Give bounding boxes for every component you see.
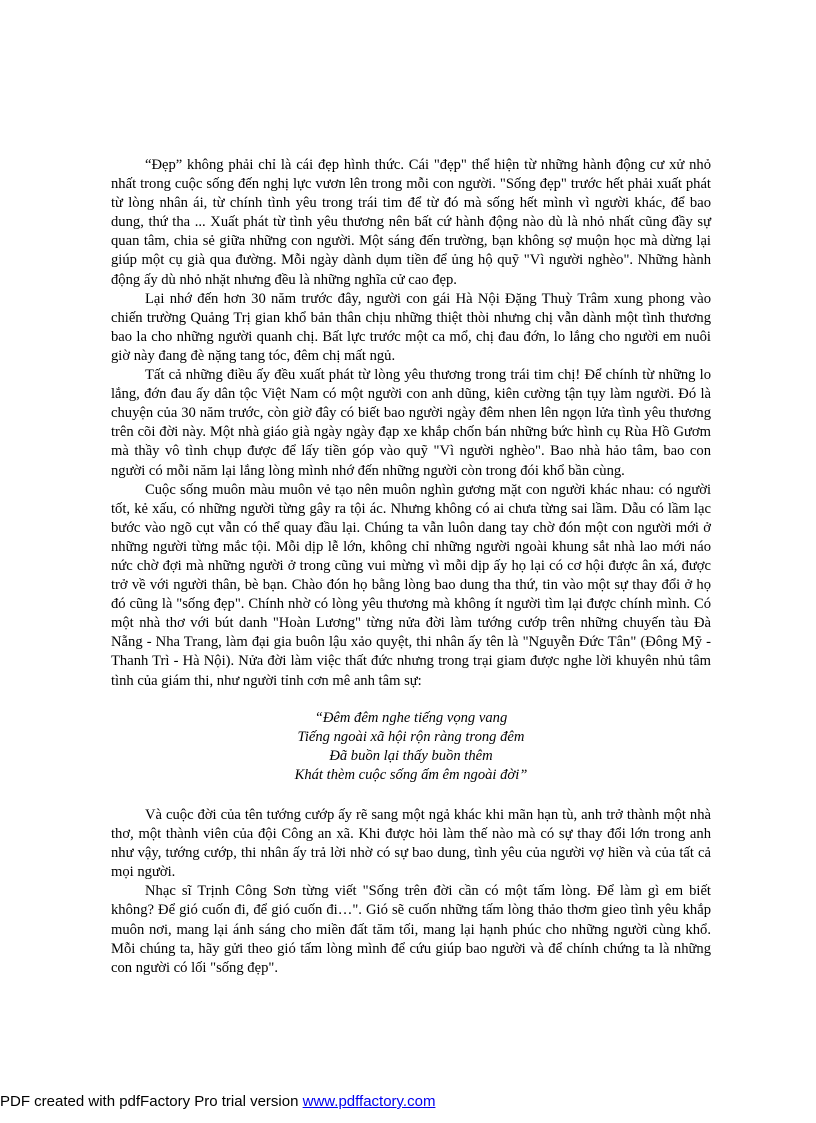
paragraph-1: “Đẹp” không phải chỉ là cái đẹp hình thức. Cái "đẹp" thể hiện từ những hành động cư xử nhỏ nhất trong cuộc sống đến nghị lực vươn lên trong mỗi con người. "Sống đẹp" trước hết phải xuất phát từ lòng nhân ái, từ chính tình yêu trong trái tim để từ đó mà sống hết mình vì người khác, để bao dung, thứ tha ... Xuất phát từ tình yêu thương nên bất cứ hành động nào dù là nhỏ nhất cũng đầy sự quan tâm, chia sẻ giữa những con người. Một sáng đến trường, bạn không sợ muộn học mà dừng lại giúp một cụ già qua đường. Mỗi ngày dành dụm tiền để ủng hộ quỹ "Vì người nghèo". Những hành động ấy dù nhỏ nhặt nhưng đều là những nghĩa cử cao đẹp. [111,157,711,288]
poem-block [111,709,711,785]
poem-line-2: Tiếng ngoài xã hội rộn ràng trong đêm [297,728,525,745]
paragraph-2: Lại nhớ đến hơn 30 năm trước đây, người con gái Hà Nội Đặng Thuỳ Trâm xung phong vào chiến trường Quảng Trị gian khổ bản thân chịu những thiệt thòi nhưng chị vẫn dành một tình thương bao la cho những người quanh chị. Bất lực trước một ca mổ, chị đau đớn, lo lắng cho người em nuôi giờ này đang đè nặng tang tóc, đêm chị mất ngủ. [111,290,711,364]
document-body [111,156,711,978]
paragraph-4: Cuộc sống muôn màu muôn vẻ tạo nên muôn nghìn gương mặt con người khác nhau: có người tốt, kẻ xấu, có những người từng gây ra tội ác. Nhưng không có ai chưa từng sai lầm. Dẫu có lầm lạc bước vào ngõ cụt vẫn có thể quay đầu lại. Chúng ta vẫn luôn dang tay chờ đón một con người mới ở những người từng mắc tội. Mỗi dịp lễ lớn, không chỉ những người ngoài khung sắt nhà lao mới náo nức chờ đợi mà những người ở trong cũng vui mừng vì mỗi dịp ấy họ lại có cơ hội được ân xá, được trở về với người thân, bè bạn. Chào đón họ bằng lòng bao dung tha thứ, tin vào một sự thay đổi ở họ đó cũng là "sống đẹp". Chính nhờ có lòng yêu thương mà không ít người tìm lại được chính mình. Có một nhà thơ với bút danh "Hoàn Lương" từng nửa đời làm tướng cướp trên những chuyến tàu Đà Nẵng - Nha Trang, làm đại gia buôn lậu xảo quyệt, thi nhân ấy tên là "Nguyễn Đức Tân" (Đông Mỹ - Thanh Trì - Hà Nội). Nửa đời làm việc thất đức nhưng trong trại giam được nghe lời khuyên nhủ tâm tình của giám thi, như người tỉnh cơn mê anh tâm sự: [111,481,711,689]
poem-line-3: Đã buồn lại thấy buồn thêm [329,747,493,764]
poem-line-1: “Đêm đêm nghe tiếng vọng vang [314,709,508,726]
footer-link[interactable]: www.pdffactory.com [302,1093,436,1110]
paragraph-5: Và cuộc đời của tên tướng cướp ấy rẽ sang một ngả khác khi mãn hạn tù, anh trở thành một nhà thơ, một thành viên của đội Công an xã. Khi được hỏi làm thế nào mà có sự thay đổi lớn trong anh như vậy, tướng cướp, thi nhân ấy trả lời nhờ có sự bao dung, tình yêu của người vợ hiền và của tất cả mọi người. [111,807,711,881]
paragraph-6: Nhạc sĩ Trịnh Công Sơn từng viết "Sống trên đời cần có một tấm lòng. Để làm gì em biết không? Để gió cuốn đi, để gió cuốn đi…". Gió sẽ cuốn những tấm lòng thảo thơm gieo tình yêu khắp muôn nơi, mang lại ánh sáng cho miền đất tăm tối, mang lại hạnh phúc cho những người cùng khổ. Mỗi chúng ta, hãy gửi theo gió tấm lòng mình để cứu giúp bao người và để chính chứng ta là những con người có lối "sống đẹp". [111,883,711,976]
footer-text: PDF created with pdfFactory Pro trial version [0,1093,303,1110]
poem-line-4: Khát thèm cuộc sống ấm êm ngoài đời” [294,766,528,783]
pdf-footer [0,1093,435,1111]
paragraph-3: Tất cả những điều ấy đều xuất phát từ lòng yêu thương trong trái tim chị! Để chính từ những lo lắng, đớn đau ấy dân tộc Việt Nam có một người con anh dũng, kiên cường tận tụy làm người. Đó là chuyện của 30 năm trước, còn giờ đây có biết bao người ngày đêm nhen lên ngọn lửa tình yêu thương trên cõi đời này. Một nhà giáo già ngày ngày đạp xe khắp chốn bán những bức hình cụ Rùa Hồ Gươm mà thầy vô tình chụp được để lấy tiền góp vào quỹ "Vì người nghèo". Bao nhà hảo tâm, bao con người có mỗi năm lại lắng lòng mình nhớ đến những người còn trong đói khổ bần cùng. [111,367,711,479]
